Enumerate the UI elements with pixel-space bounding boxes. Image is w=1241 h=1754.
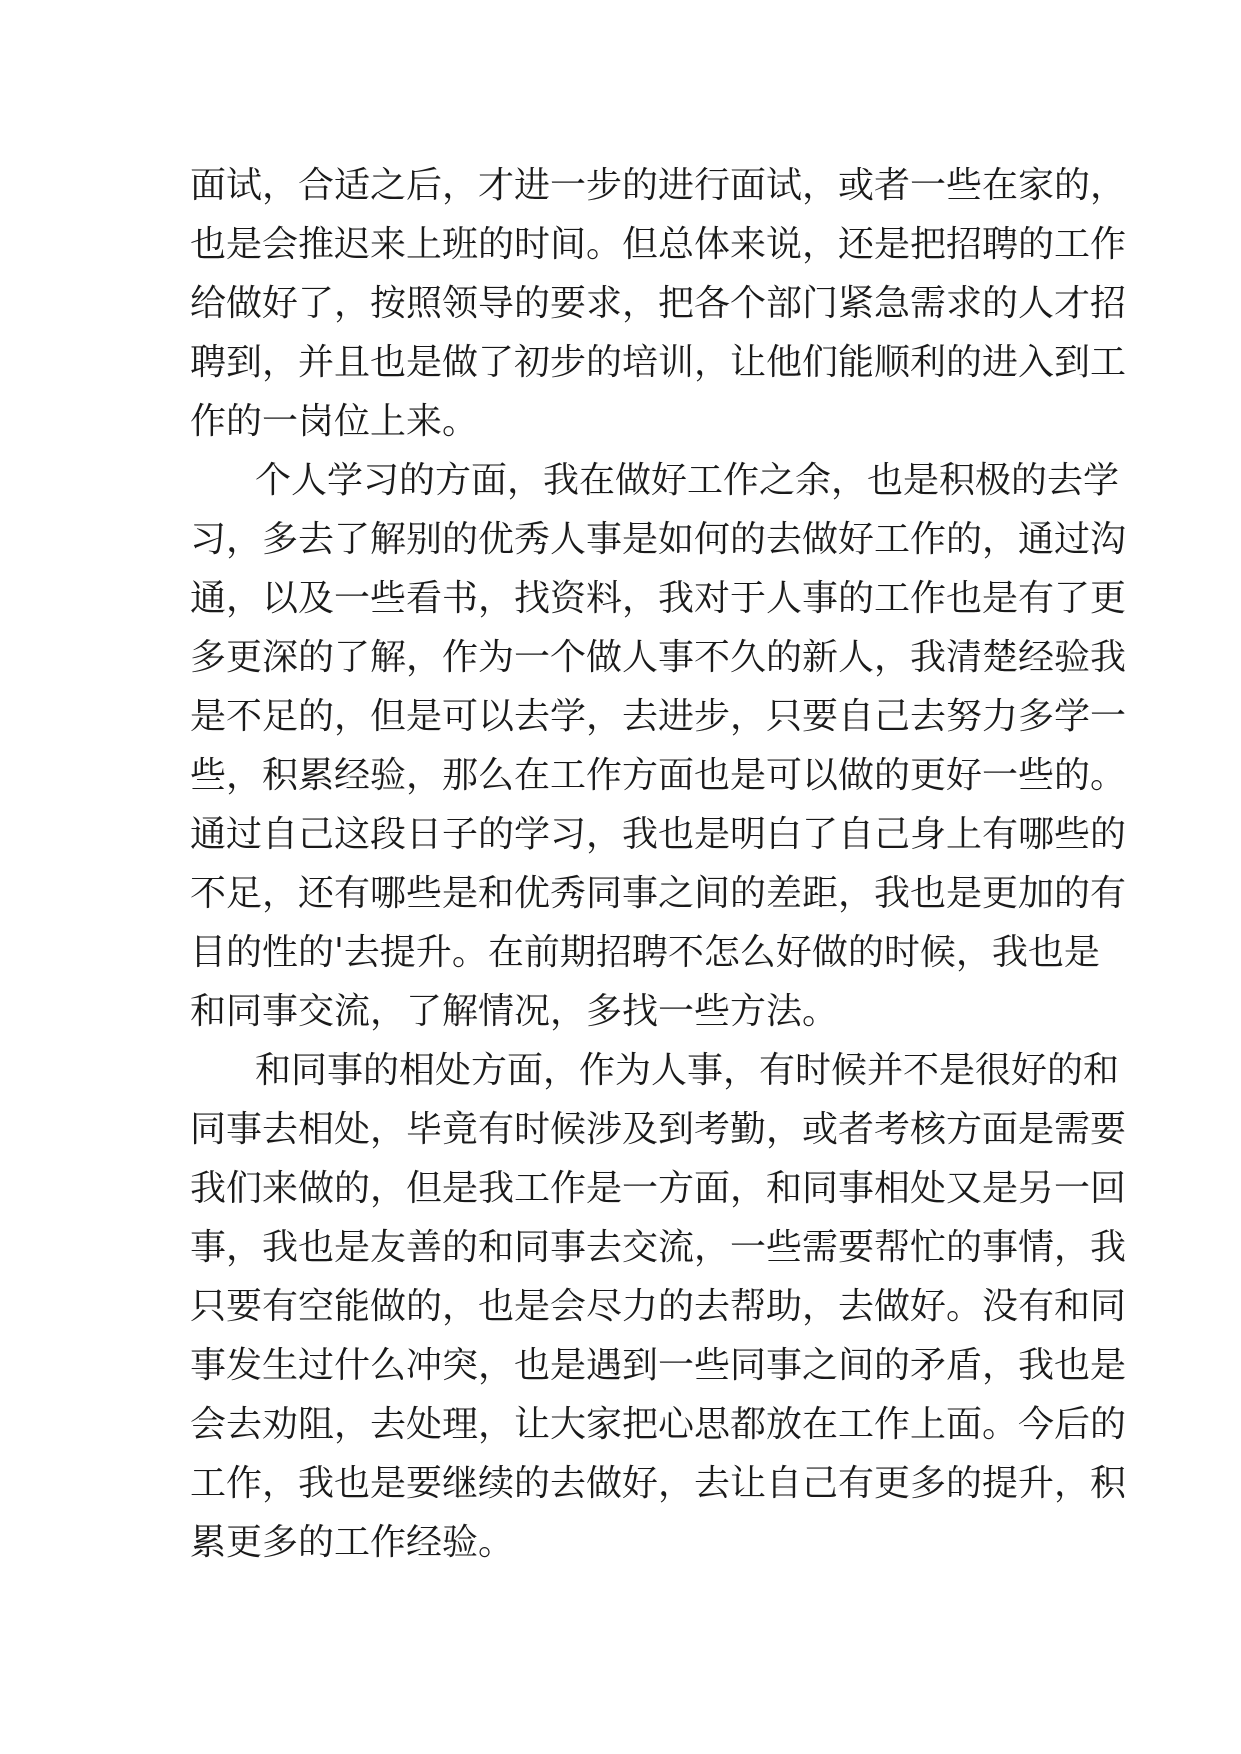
- text-line: 和同事交流，了解情况，多找一些方法。: [190, 991, 839, 1032]
- text-line: 也是会推迟来上班的时间。但总体来说，还是把招聘的工作: [190, 224, 1127, 265]
- text-line: 是不足的，但是可以去学，去进步，只要自己去努力多学一: [190, 696, 1127, 737]
- text-line: 不足，还有哪些是和优秀同事之间的差距，我也是更加的有: [190, 873, 1127, 914]
- text-line: 目的性的'去提升。在前期招聘不怎么好做的时候，我也是: [190, 932, 1100, 973]
- text-line: 通，以及一些看书，找资料，我对于人事的工作也是有了更: [190, 578, 1127, 619]
- paragraph-start-line: 个人学习的方面，我在做好工作之余，也是积极的去学: [255, 460, 1120, 501]
- text-line: 通过自己这段日子的学习，我也是明白了自己身上有哪些的: [190, 814, 1127, 855]
- text-line: 聘到，并且也是做了初步的培训，让他们能顺利的进入到工: [190, 342, 1127, 383]
- text-line: 些，积累经验，那么在工作方面也是可以做的更好一些的。: [190, 755, 1127, 796]
- paragraph-start-line: 和同事的相处方面，作为人事，有时候并不是很好的和: [255, 1050, 1120, 1091]
- text-line: 只要有空能做的，也是会尽力的去帮助，去做好。没有和同: [190, 1286, 1127, 1327]
- text-line: 我们来做的，但是我工作是一方面，和同事相处又是另一回: [190, 1168, 1127, 1209]
- text-line: 工作，我也是要继续的去做好，去让自己有更多的提升，积: [190, 1463, 1127, 1504]
- text-line: 事，我也是友善的和同事去交流，一些需要帮忙的事情，我: [190, 1227, 1127, 1268]
- text-line: 习，多去了解别的优秀人事是如何的去做好工作的，通过沟: [190, 519, 1127, 560]
- text-line: 多更深的了解，作为一个做人事不久的新人，我清楚经验我: [190, 637, 1127, 678]
- text-line: 同事去相处，毕竟有时候涉及到考勤，或者考核方面是需要: [190, 1109, 1127, 1150]
- document-body: [190, 156, 1127, 1572]
- text-line: 累更多的工作经验。: [190, 1522, 515, 1563]
- text-line: 事发生过什么冲突，也是遇到一些同事之间的矛盾，我也是: [190, 1345, 1127, 1386]
- text-line: 给做好了，按照领导的要求，把各个部门紧急需求的人才招: [190, 283, 1127, 324]
- text-line: 面试，合适之后，才进一步的进行面试，或者一些在家的，: [190, 165, 1127, 206]
- text-line: 会去劝阻，去处理，让大家把心思都放在工作上面。今后的: [190, 1404, 1127, 1445]
- text-line: 作的一岗位上来。: [190, 401, 479, 442]
